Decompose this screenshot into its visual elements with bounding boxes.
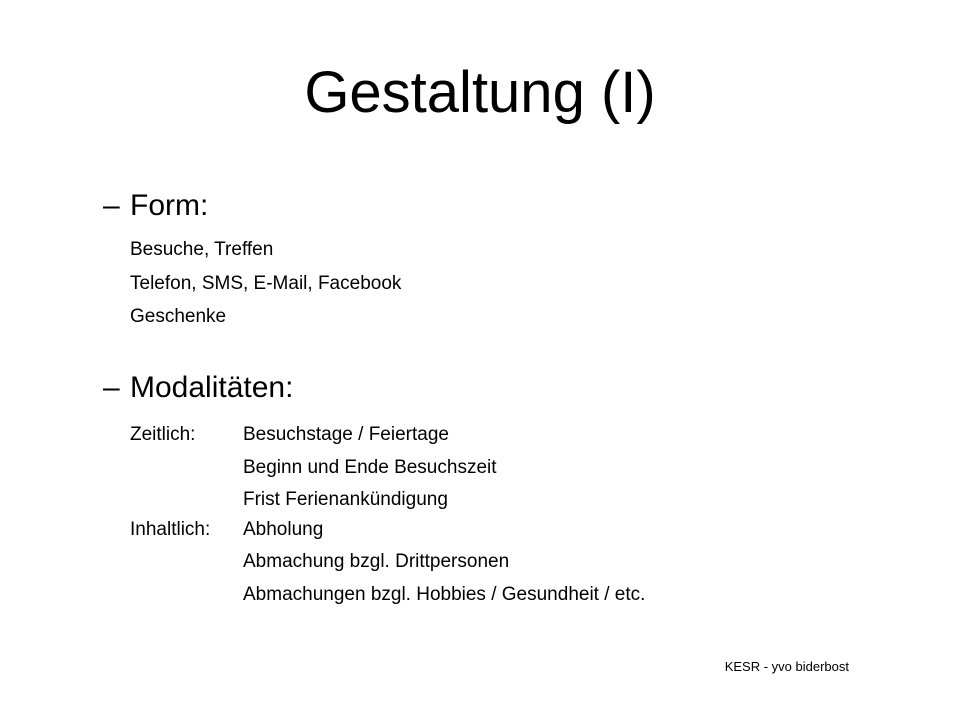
form-item: Telefon, SMS, E-Mail, Facebook [130, 273, 402, 294]
row-value: Abmachungen bzgl. Hobbies / Gesundheit / etc. [243, 584, 646, 605]
modalitaeten-heading [103, 370, 293, 406]
modalitaeten-heading-label: Modalitäten: [130, 371, 294, 404]
slide-title: Gestaltung (I) [304, 60, 656, 125]
row-value: Besuchstage / Feiertage [243, 424, 449, 445]
form-item: Geschenke [130, 306, 227, 327]
modalitaeten-dash: – [103, 371, 120, 404]
form-heading [103, 188, 208, 224]
row-value: Abholung [243, 519, 324, 540]
form-dash: – [103, 189, 120, 222]
row-label: Inhaltlich: [130, 519, 211, 540]
slide-footer: KESR - yvo biderbost [724, 659, 849, 674]
row-value: Beginn und Ende Besuchszeit [243, 457, 497, 478]
row-label: Zeitlich: [130, 424, 196, 445]
form-heading-label: Form: [130, 189, 209, 222]
row-value: Frist Ferienankündigung [243, 489, 448, 510]
form-item: Besuche, Treffen [130, 239, 274, 260]
row-value: Abmachung bzgl. Drittpersonen [243, 551, 510, 572]
